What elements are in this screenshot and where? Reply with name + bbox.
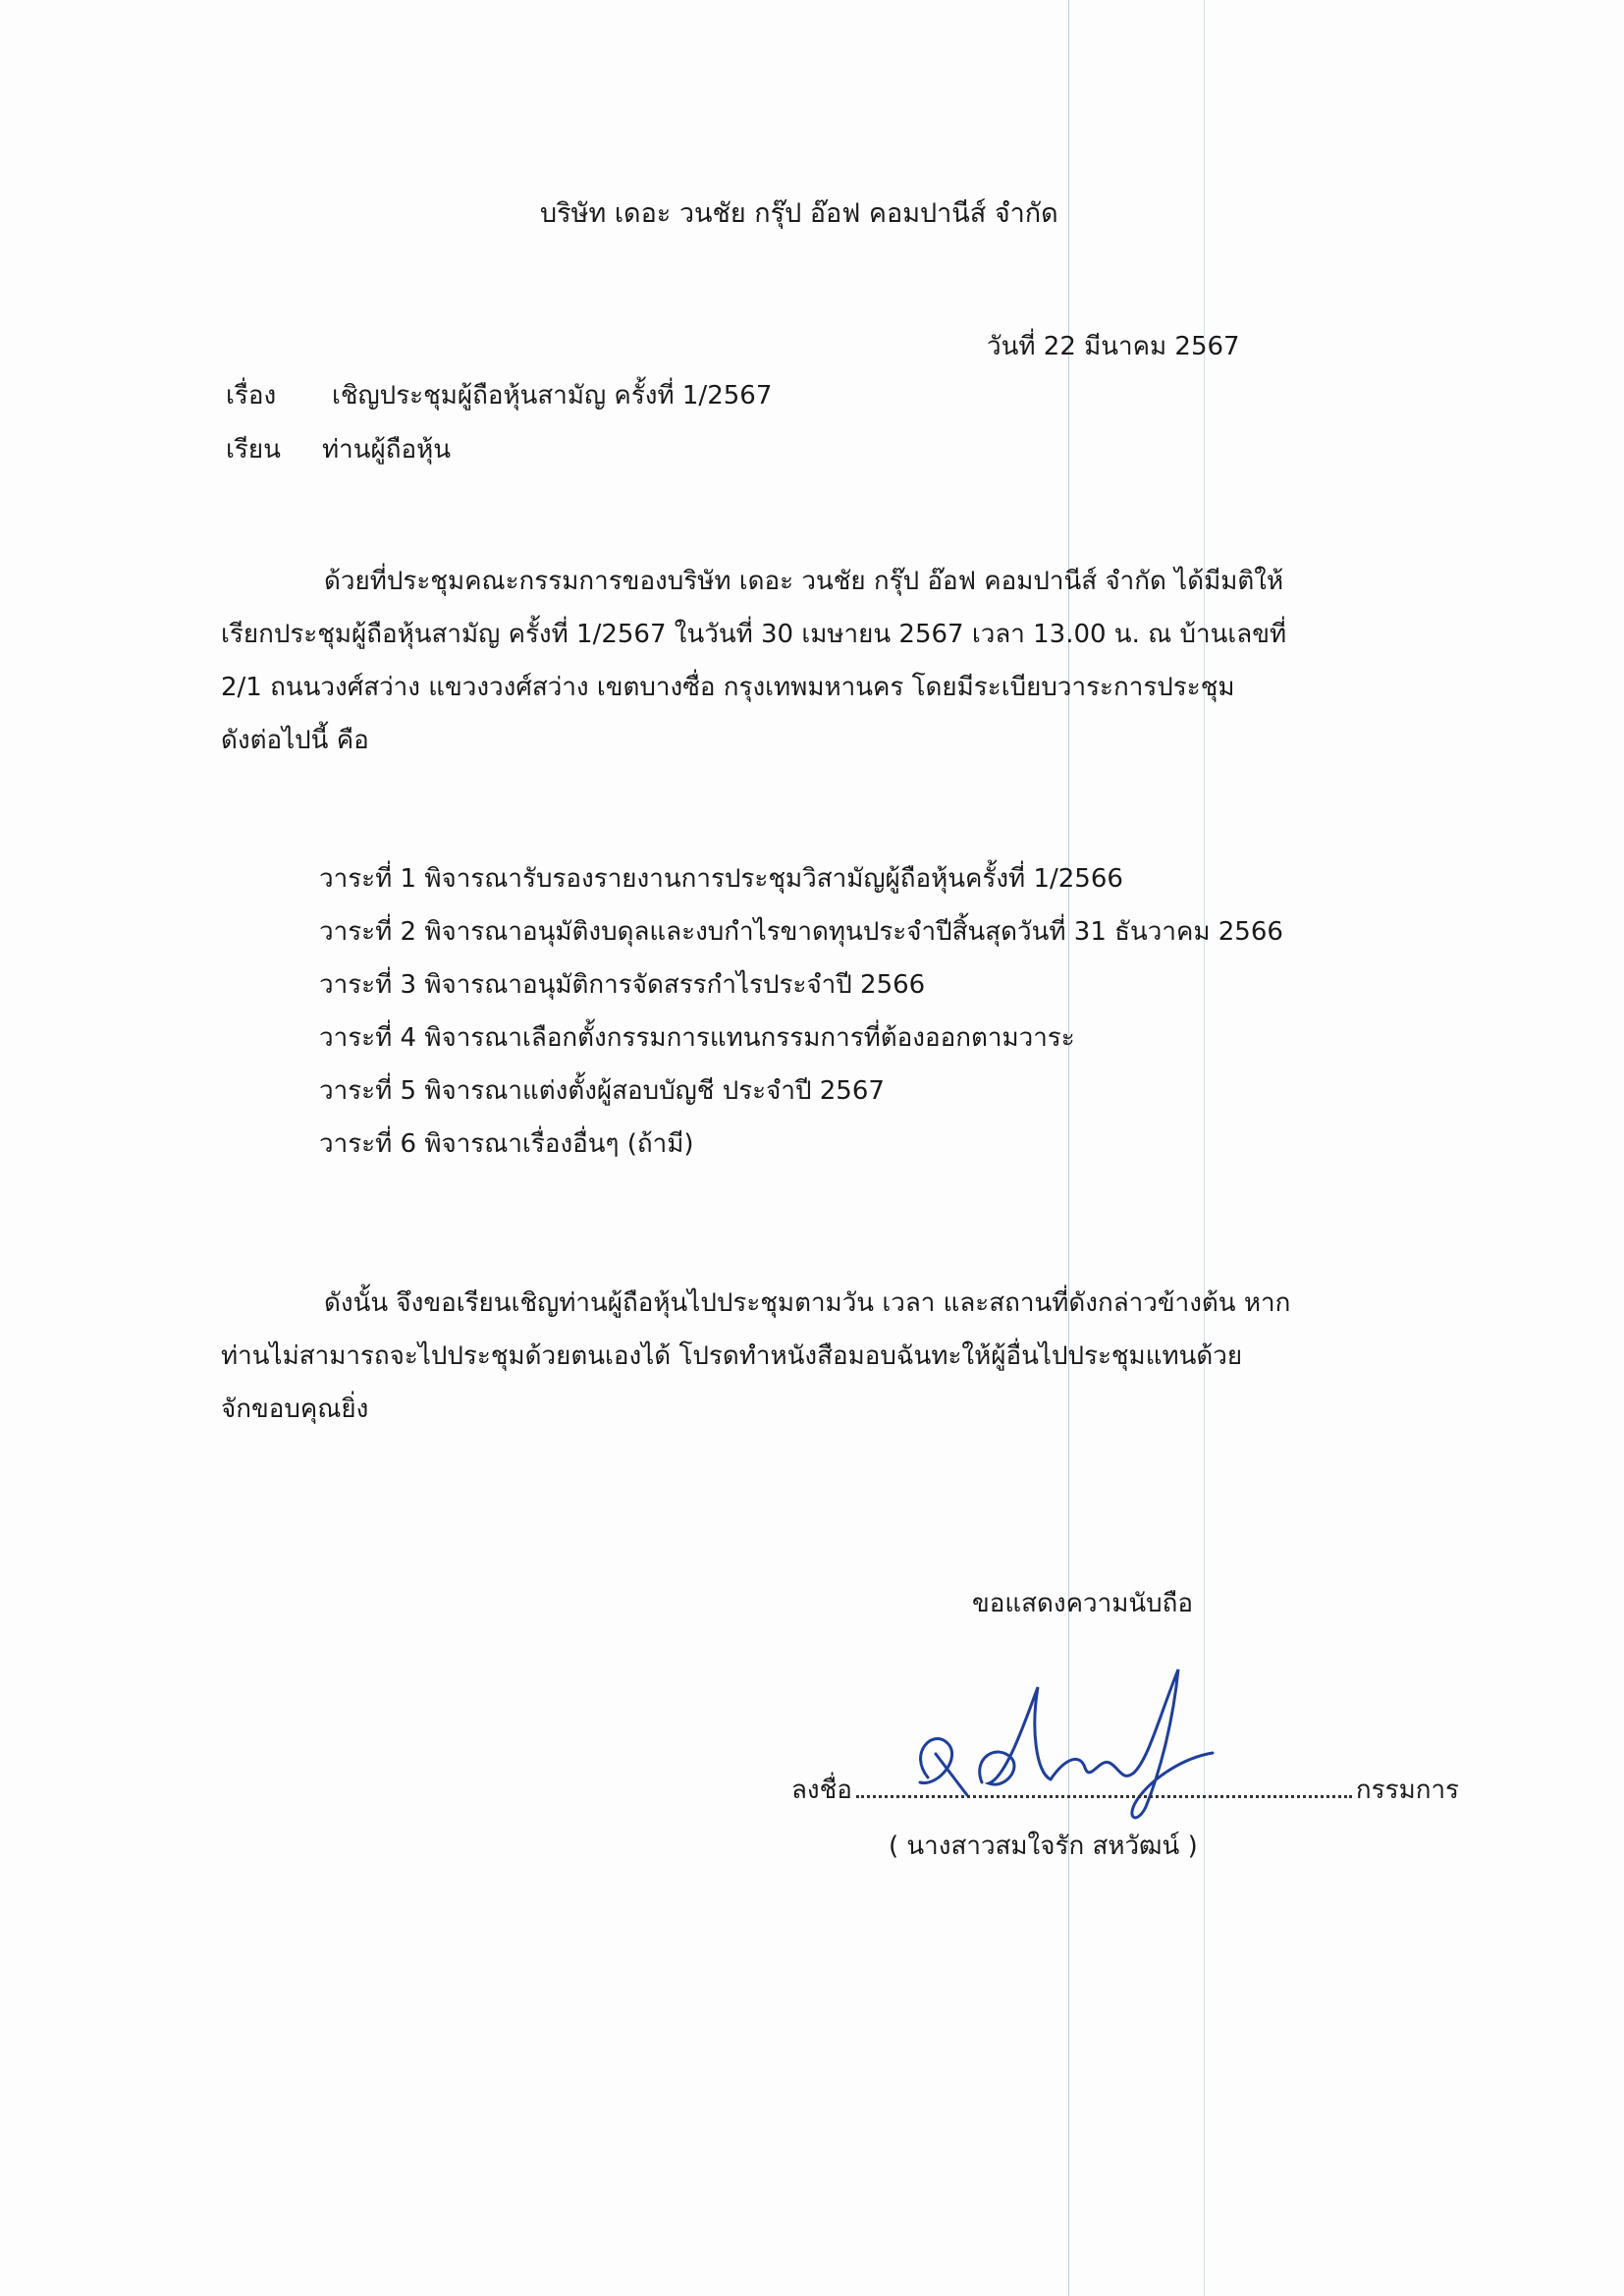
request-line: ดังนั้น จึงขอเรียนเชิญท่านผู้ถือหุ้นไปประชุมตามวัน เวลา และสถานที่ดังกล่าวข้างต้น หาก [324,1288,1291,1318]
signature-line [791,1773,1459,1808]
agenda-item: วาระที่ 1 พิจารณารับรองรายงานการประชุมวิสามัญผู้ถือหุ้นครั้งที่ 1/2566 [319,864,1123,894]
agenda-item: วาระที่ 4 พิจารณาเลือกตั้งกรรมการแทนกรรมการที่ต้องออกตามวาระ [319,1023,1075,1053]
agenda-item: วาระที่ 3 พิจารณาอนุมัติการจัดสรรกำไรประจำปี 2566 [319,970,926,1000]
closing-phrase: ขอแสดงความนับถือ [972,1589,1193,1618]
signer-name: ( นางสาวสมใจรัก สหวัฒน์ ) [889,1831,1198,1861]
subject-text: เชิญประชุมผู้ถือหุ้นสามัญ ครั้งที่ 1/2567 [332,381,773,410]
agenda-item: วาระที่ 2 พิจารณาอนุมัติงบดุลและงบกำไรขาดทุนประจำปีสิ้นสุดวันที่ 31 ธันวาคม 2566 [319,917,1283,947]
agenda-item: วาระที่ 5 พิจารณาแต่งตั้งผู้สอบบัญชี ประจำปี 2567 [319,1076,885,1106]
recipient-text: ท่านผู้ถือหุ้น [322,435,452,465]
intro-line: 2/1 ถนนวงศ์สว่าง แขวงวงศ์สว่าง เขตบางซื่อ กรุงเทพมหานคร โดยมีระเบียบวาระการประชุม [221,673,1235,702]
signer-title: กรรมการ [1355,1776,1460,1805]
request-line: ท่านไม่สามารถจะไปประชุมด้วยตนเองได้ โปรดทำหนังสือมอบฉันทะให้ผู้อื่นไปประชุมแทนด้วย [221,1341,1243,1371]
signature-dotted-line [856,1795,1352,1798]
recipient-label: เรียน [226,435,281,465]
letter-date: วันที่ 22 มีนาคม 2567 [987,332,1240,361]
company-name: บริษัท เดอะ วนชัย กรุ๊ป อ๊อฟ คอมปานีส์ จำกัด [540,198,1058,229]
request-line: จักขอบคุณยิ่ง [221,1394,369,1424]
intro-line: เรียกประชุมผู้ถือหุ้นสามัญ ครั้งที่ 1/2567 ในวันที่ 30 เมษายน 2567 เวลา 13.00 น. ณ บ้านเลขที่ [221,620,1287,649]
request-paragraph [221,1277,1290,1436]
agenda-item: วาระที่ 6 พิจารณาเรื่องอื่นๆ (ถ้ามี) [319,1129,694,1159]
handwritten-signature [889,1660,1242,1836]
subject-label: เรื่อง [226,381,277,410]
intro-line: ด้วยที่ประชุมคณะกรรมการของบริษัท เดอะ วนชัย กรุ๊ป อ๊อฟ คอมปานีส์ จำกัด ได้มีมติให้ [324,567,1284,596]
intro-line: ดังต่อไปนี้ คือ [221,726,369,755]
sign-label: ลงชื่อ [791,1776,852,1805]
agenda-list [319,852,1283,1171]
intro-paragraph [221,555,1286,767]
